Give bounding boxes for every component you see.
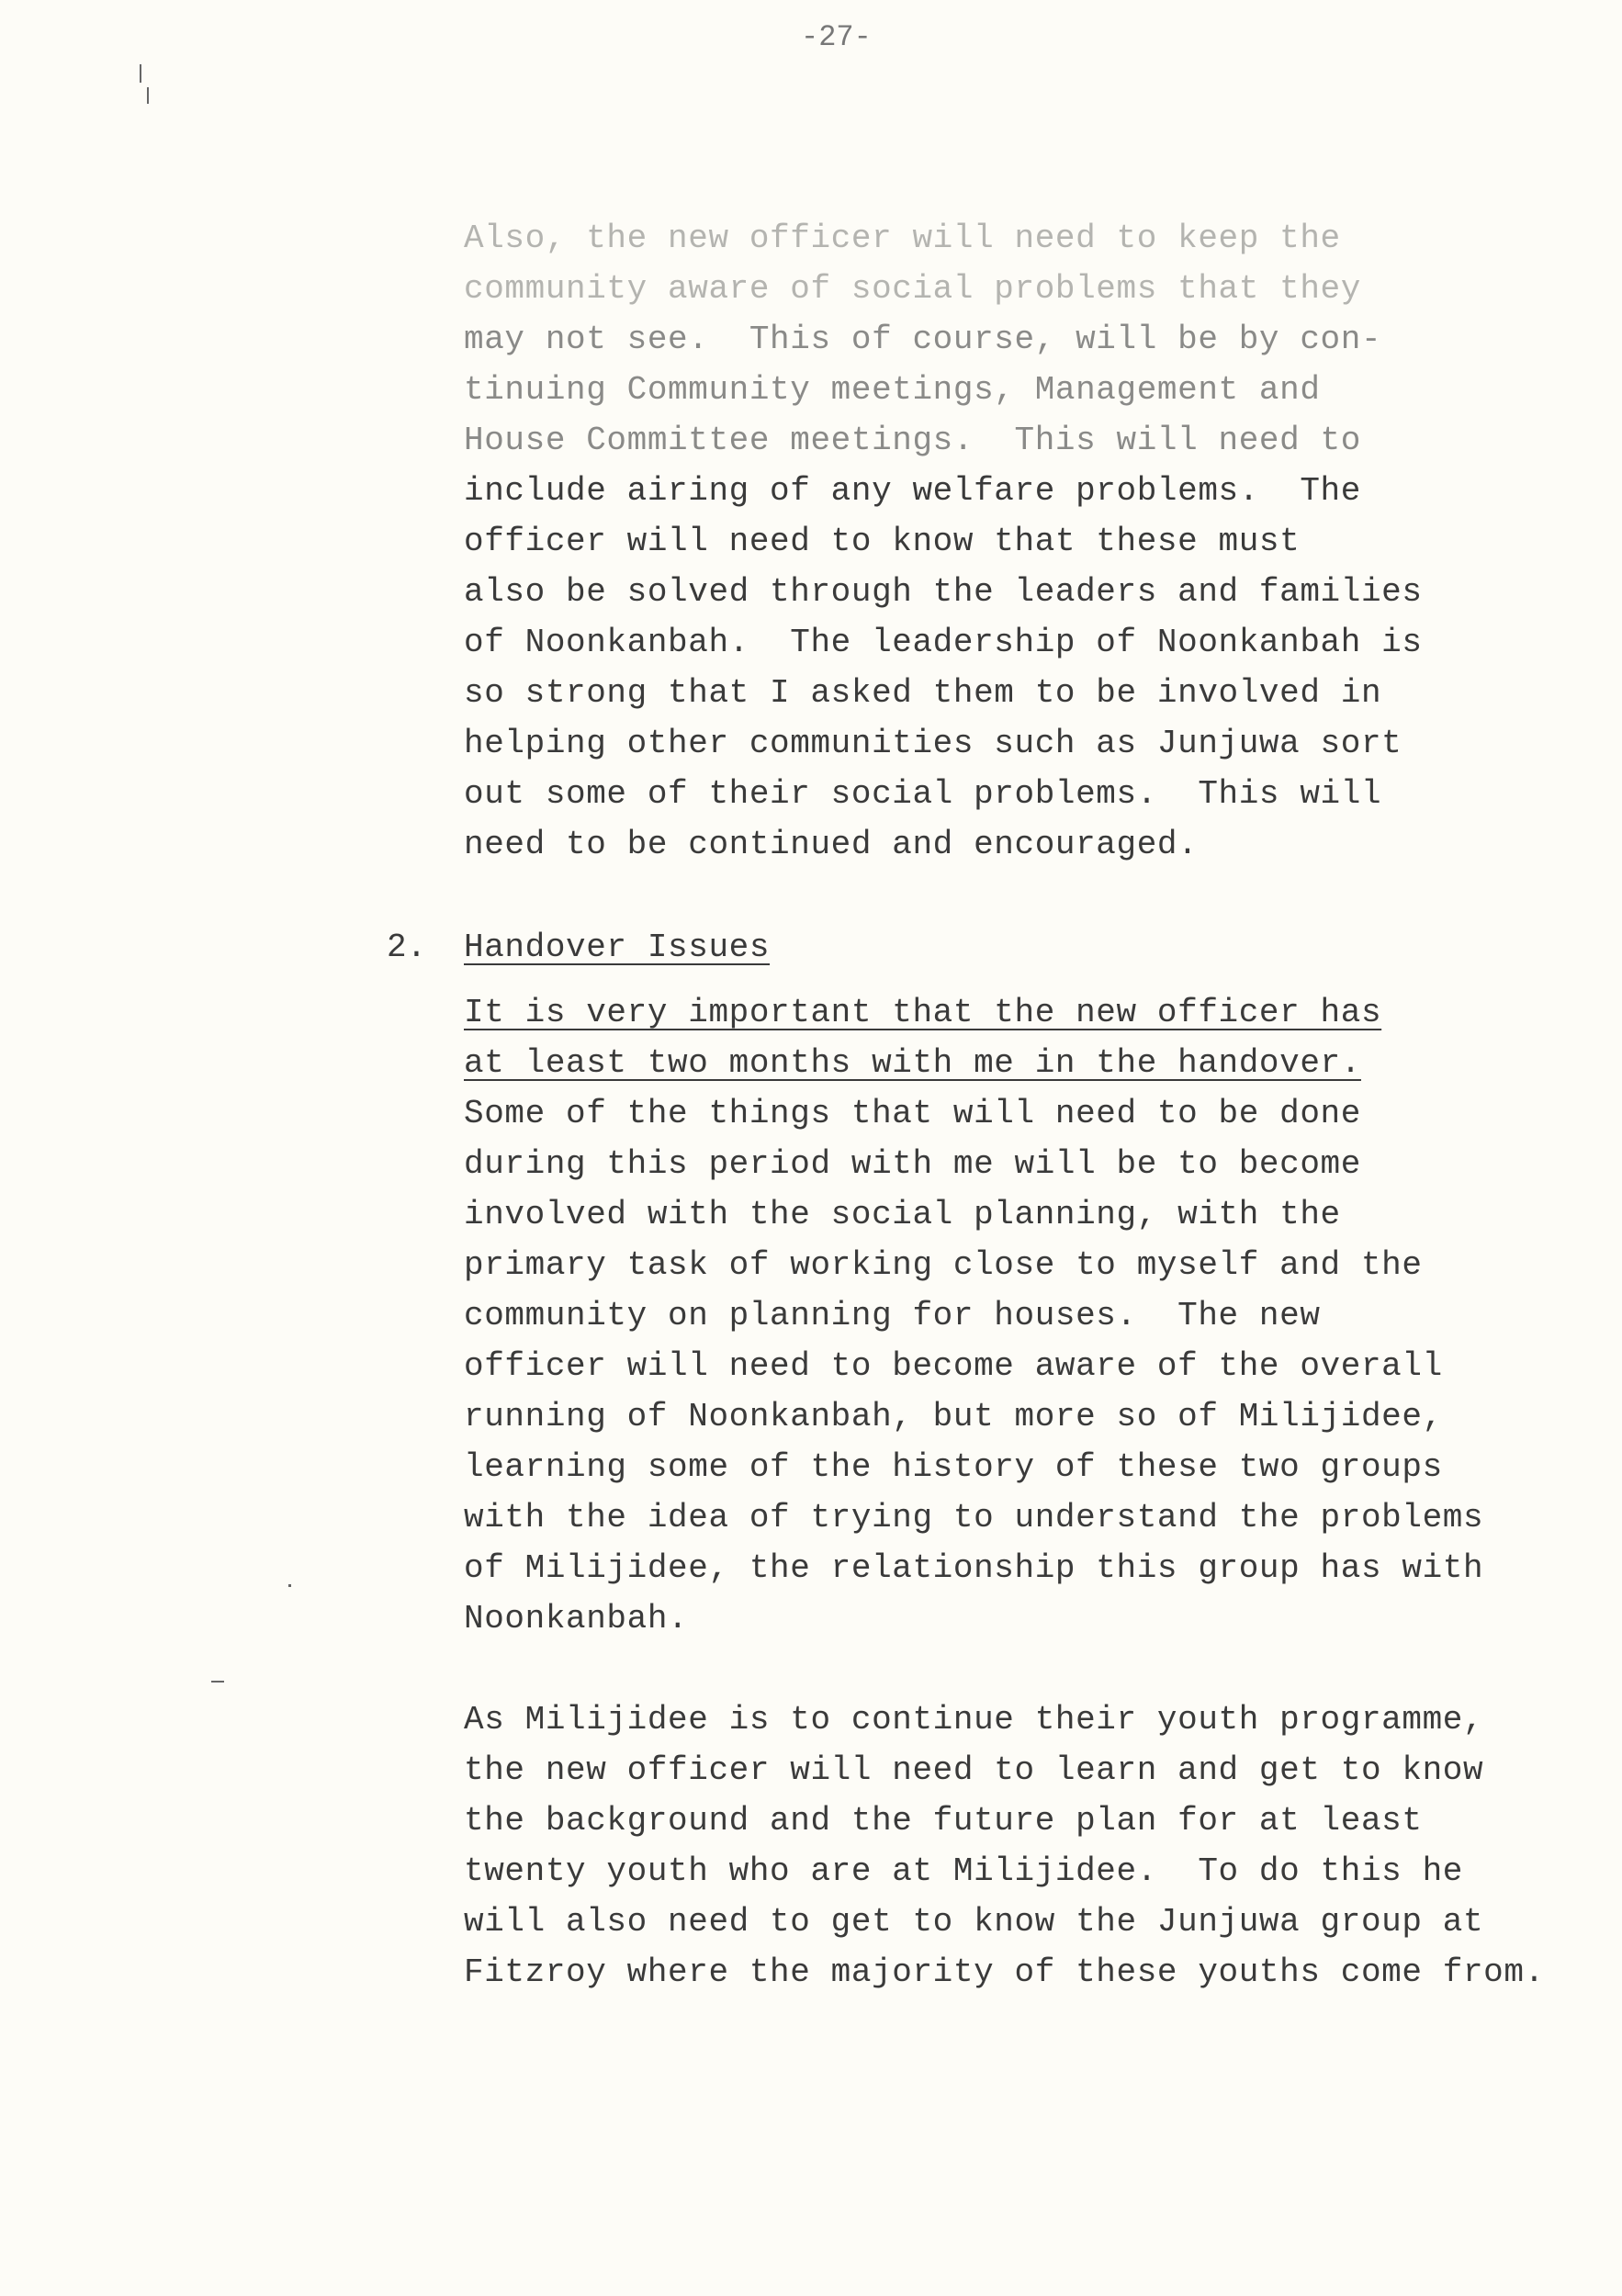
- text-line: need to be continued and encouraged.: [464, 826, 1199, 863]
- text-line: of Milijidee, the relationship this group has with: [464, 1549, 1484, 1587]
- text-line: Some of the things that will need to be done: [464, 1095, 1361, 1132]
- text-line: out some of their social problems. This will: [464, 775, 1382, 813]
- text-line: may not see. This of course, will be by con-: [464, 321, 1382, 358]
- paragraph-1: [464, 213, 1423, 870]
- text-line: As Milijidee is to continue their youth programme,: [464, 1701, 1484, 1739]
- text-line: community aware of social problems that they: [464, 270, 1361, 308]
- text-line: the new officer will need to learn and get to know: [464, 1751, 1484, 1789]
- scan-mark: [288, 1584, 291, 1587]
- text-line: running of Noonkanbah, but more so of Milijidee,: [464, 1398, 1443, 1435]
- text-line: twenty youth who are at Milijidee. To do this he: [464, 1852, 1463, 1890]
- text-line: the background and the future plan for at least: [464, 1802, 1423, 1840]
- text-line: also be solved through the leaders and families: [464, 573, 1423, 611]
- scan-mark: [140, 64, 141, 83]
- text-line: Fitzroy where the majority of these youths come from.: [464, 1953, 1545, 1991]
- page-number: -27-: [801, 20, 872, 54]
- text-line: helping other communities such as Junjuwa sort: [464, 725, 1402, 762]
- text-line: Also, the new officer will need to keep the: [464, 219, 1341, 257]
- text-line: Noonkanbah.: [464, 1600, 689, 1638]
- text-line: officer will need to become aware of the overall: [464, 1347, 1443, 1385]
- text-line: primary task of working close to myself and the: [464, 1246, 1423, 1284]
- text-line: It is very important that the new officer has: [464, 994, 1382, 1031]
- text-line: so strong that I asked them to be involved in: [464, 674, 1382, 712]
- text-line: community on planning for houses. The new: [464, 1297, 1321, 1334]
- text-line: involved with the social planning, with the: [464, 1196, 1341, 1233]
- paragraph-2: [464, 987, 1483, 1644]
- text-line: officer will need to know that these must: [464, 523, 1301, 560]
- section-heading: [464, 922, 770, 973]
- text-line: at least two months with me in the handover.: [464, 1044, 1361, 1082]
- paragraph-3: [464, 1694, 1545, 1998]
- text-line: House Committee meetings. This will need to: [464, 422, 1361, 459]
- text-line: of Noonkanbah. The leadership of Noonkanbah is: [464, 624, 1423, 661]
- text-line: include airing of any welfare problems. The: [464, 472, 1361, 510]
- scan-mark: [211, 1681, 224, 1683]
- text-line: will also need to get to know the Junjuwa group at: [464, 1903, 1484, 1941]
- section-heading-text: Handover Issues: [464, 929, 771, 966]
- scan-mark: [147, 87, 149, 104]
- text-line: with the idea of trying to understand the problems: [464, 1499, 1484, 1536]
- text-line: during this period with me will be to become: [464, 1145, 1361, 1183]
- section-number: 2.: [387, 929, 427, 966]
- text-line: tinuing Community meetings, Management and: [464, 371, 1321, 409]
- text-line: learning some of the history of these two groups: [464, 1448, 1443, 1486]
